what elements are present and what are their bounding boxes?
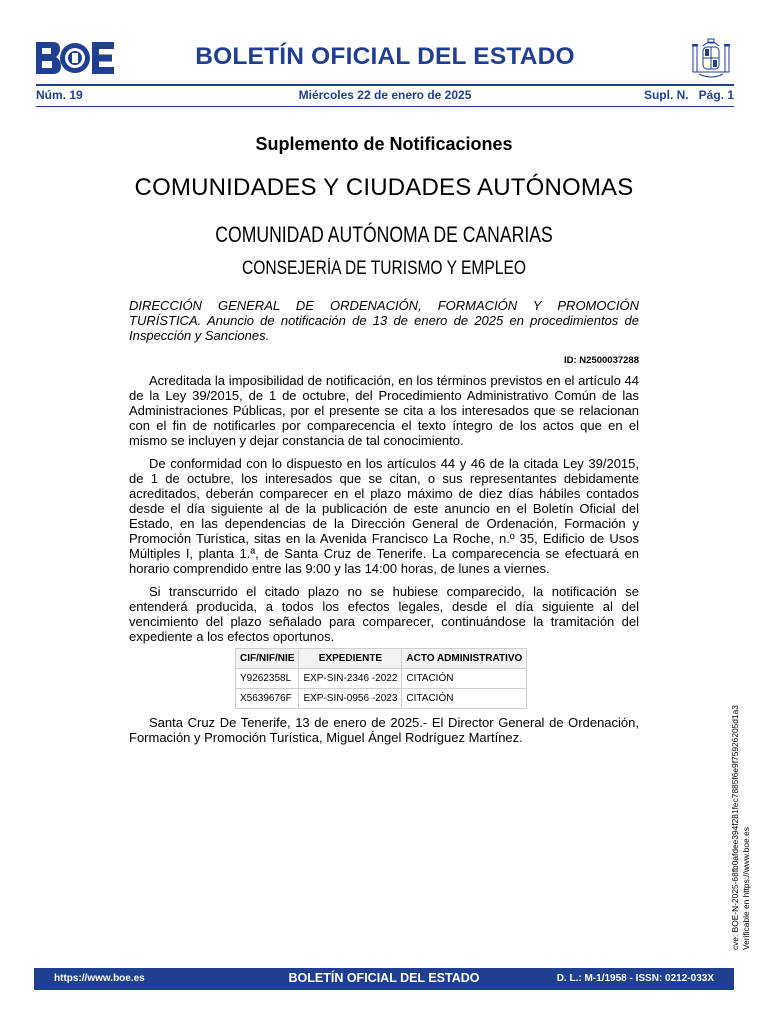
table-cell: Y9262358L	[236, 669, 299, 689]
body-paragraph: Acreditada la imposibilidad de notificación, en los términos previstos en el artículo 44 de la Ley 39/2015, de 1 de octubre, del Procedimiento Administrativo Común de las Administraciones Públicas, por el presente se cita a los interesados que se relacionan con el fin de notificarles por comparecencia el texto íntegro de los actos que en el mismo se incluyen y dejar constancia de tal conocimiento.	[129, 373, 639, 448]
meta-rule	[36, 106, 734, 107]
body-paragraph: Si transcurrido el citado plazo no se hubiese comparecido, la notificación se entenderá producida, a todos los efectos legales, desde el día siguiente al del vencimiento del plazo señalado para comparecer, continuándose la tramitación del expediente a los efectos oportunos.	[129, 584, 639, 644]
table-cell: CITACIÓN	[402, 669, 527, 689]
announcement-lead: DIRECCIÓN GENERAL DE ORDENACIÓN, FORMACIÓN Y PROMOCIÓN TURÍSTICA. Anuncio de notificación de 13 de enero de 2025 en procedimientos de Inspección y Sanciones.	[129, 298, 639, 343]
column-header: EXPEDIENTE	[299, 649, 402, 669]
table-cell: CITACIÓN	[402, 689, 527, 709]
supplement-title: Suplemento de Notificaciones	[255, 134, 513, 154]
community-title: COMUNIDAD AUTÓNOMA DE CANARIAS	[215, 222, 553, 247]
document-id: ID: N2500037288	[564, 355, 639, 366]
table-cell: EXP-SIN-0956 -2023	[299, 689, 402, 709]
table-row	[236, 669, 527, 689]
boe-logo	[36, 42, 114, 74]
table-cell: X5639676F	[236, 689, 299, 709]
table-header-row	[236, 649, 527, 669]
verification-sidebar	[730, 700, 752, 950]
page-info: Supl. N. Pág. 1	[643, 88, 734, 102]
ministry-title: CONSEJERÍA DE TURISMO Y EMPLEO	[241, 258, 526, 279]
column-header: CIF/NIF/NIE	[236, 649, 299, 669]
announcement-body	[129, 373, 639, 652]
footer-legal: D. L.: M-1/1958 - ISSN: 0212-033X	[556, 973, 714, 984]
table-cell: EXP-SIN-2346 -2022	[299, 669, 402, 689]
issue-meta-row	[36, 88, 734, 104]
section-title: COMUNIDADES Y CIUDADES AUTÓNOMAS	[134, 174, 634, 201]
bulletin-title: BOLETÍN OFICIAL DEL ESTADO	[195, 43, 575, 70]
footer-title: BOLETÍN OFICIAL DEL ESTADO	[288, 971, 480, 985]
body-paragraph: De conformidad con lo dispuesto en los artículos 44 y 46 de la citada Ley 39/2015, de 1 de octubre, los interesados que se citan, o sus representantes debidamente acreditados, deberán comparecer en el plazo máximo de diez días hábiles contados desde el día siguiente al de la publicación de este anuncio en el Boletín Oficial del Estado, en las dependencias de la Dirección General de Ordenación, Formación y Promoción Turística, sitas en la Avenida Francisco La Roche, n.º 35, Edificio de Usos Múltiples I, planta 1.ª, de Santa Cruz de Tenerife. La comparecencia se efectuará en horario comprendido entre las 9:00 y las 14:00 horas, de lunes a viernes.	[129, 456, 639, 576]
issue-date: Miércoles 22 de enero de 2025	[298, 88, 472, 102]
footer-url-link[interactable]: https://www.boe.es	[54, 973, 145, 984]
header-rule	[36, 84, 734, 86]
issue-number: Núm. 19	[36, 88, 83, 102]
notification-table	[235, 648, 527, 709]
verification-link[interactable]: Verificable en https://www.boe.es	[741, 827, 751, 950]
cve-code: cve: BOE-N-2025-68fb0afdee394f281fec7885f6e9f75926205d1a3	[730, 705, 740, 950]
column-header: ACTO ADMINISTRATIVO	[402, 649, 527, 669]
coat-of-arms-icon	[689, 36, 733, 80]
footer-bar	[34, 968, 734, 990]
table-row	[236, 689, 527, 709]
signature-paragraph: Santa Cruz De Tenerife, 13 de enero de 2025.- El Director General de Ordenación, Formación y Promoción Turística, Miguel Ángel Rodríguez Martínez.	[129, 715, 639, 745]
